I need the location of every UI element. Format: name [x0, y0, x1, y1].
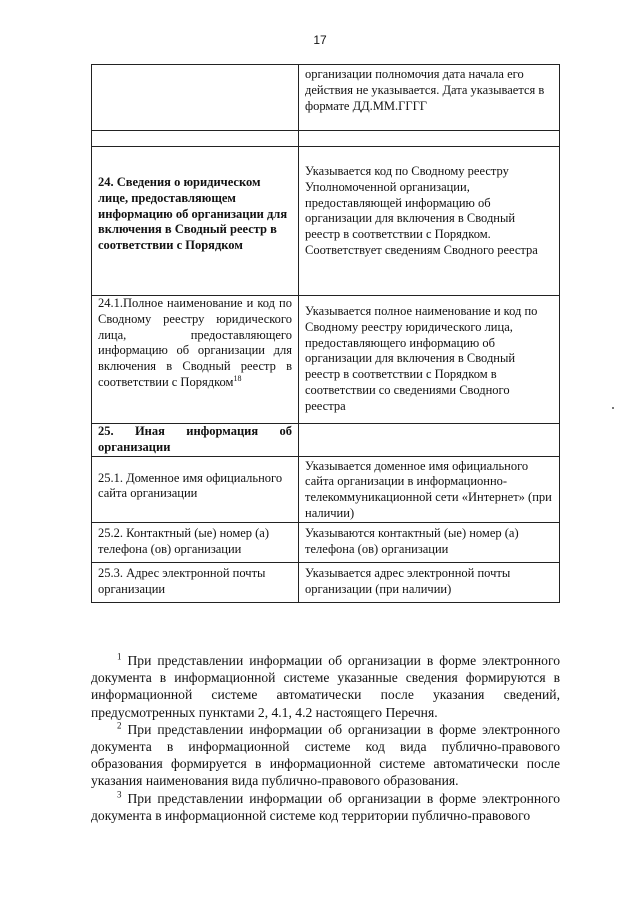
footnote: [91, 721, 560, 790]
cell-text: Указывается полное наименование и код по Сводному реестру юридического лица, предоставляющего информацию об организации для включения в Сводный реестр в соответствии с Порядком в соответствии со сведениями Сводного реестра: [305, 304, 538, 413]
footnote-ref: 18: [233, 373, 242, 383]
table-row: [92, 562, 560, 602]
cell-text: [98, 296, 292, 391]
section-heading: 24. Сведения о юридическом лице, предоставляющем информацию об организации для включения в Сводный реестр в соответствии с Порядком: [98, 175, 288, 253]
footnotes: [91, 652, 560, 824]
cell-text: Указываются контактный (ые) номер (а) телефона (ов) организации: [305, 525, 519, 556]
table-cell: [92, 296, 299, 424]
table-cell: [299, 522, 560, 562]
footnote-text: При представлении информации об организации в форме электронного документа в информационной системе код вида публично-правового образования формируется в информационной системе автоматически после указания наименования вида публично-правового образования.: [91, 721, 560, 789]
scan-speck: [612, 407, 614, 409]
cell-text: Указывается адрес электронной почты организации (при наличии): [305, 565, 511, 596]
table-cell: [299, 296, 560, 424]
footnote-text: При представлении информации об организации в форме электронного документа в информационной системе указанные сведения формируются в информационной системе автоматически после указания сведений, предусмотренных пунктами 2, 4.1, 4.2 настоящего Перечня.: [91, 653, 560, 720]
table-cell: [92, 522, 299, 562]
cell-text: организации полномочия дата начала его действия не указывается. Дата указывается в формате ДД.ММ.ГГГГ: [305, 67, 545, 113]
table-row: [92, 65, 560, 131]
cell-text: 25.3. Адрес электронной почты организации: [98, 565, 266, 596]
table-cell: [299, 456, 560, 522]
table-cell: [299, 131, 560, 147]
table-row: [92, 522, 560, 562]
table-row: [92, 131, 560, 147]
data-table: [91, 64, 560, 603]
footnote-mark: 3: [117, 789, 122, 800]
cell-text: 25.2. Контактный (ые) номер (а) телефона (ов) организации: [98, 525, 270, 556]
table-cell: [92, 562, 299, 602]
table-row: [92, 424, 560, 457]
footnote-text: При представлении информации об организации в форме электронного документа в информационной системе код территории публично-правового: [91, 790, 560, 823]
table-cell: [92, 65, 299, 131]
table-cell: [299, 65, 560, 131]
table-cell: [92, 456, 299, 522]
table-row: [92, 147, 560, 296]
table-cell: [299, 424, 560, 457]
footnote-mark: 1: [117, 651, 122, 662]
table-cell: [92, 147, 299, 296]
cell-text: Указывается код по Сводному реестру Уполномоченной организации, предоставляющей информацию об организации для включения в Сводный реестр в соответствии с Порядком. Соответствует сведениям Сводного реестра: [305, 164, 538, 257]
table-row: [92, 296, 560, 424]
table-cell: [299, 562, 560, 602]
table-row: [92, 456, 560, 522]
table-cell: [299, 147, 560, 296]
cell-text-main: 24.1.Полное наименование и код по Сводному реестру юридического лица, предоставляющего информацию об организации для включения в Сводный реестр в соответствии с Порядком: [98, 296, 292, 389]
footnote: [91, 652, 560, 721]
cell-text: Указывается доменное имя официального сайта организации в информационно-телекоммуникационной сети «Интернет» (при наличии): [305, 458, 552, 520]
table-cell: [92, 424, 299, 457]
footnote: [91, 790, 560, 824]
section-heading: 25. Иная информация об организации: [98, 424, 292, 454]
table-cell: [92, 131, 299, 147]
page-number: 17: [313, 33, 327, 47]
footnote-mark: 2: [117, 720, 122, 731]
cell-text: 25.1. Доменное имя официального сайта организации: [98, 470, 283, 501]
